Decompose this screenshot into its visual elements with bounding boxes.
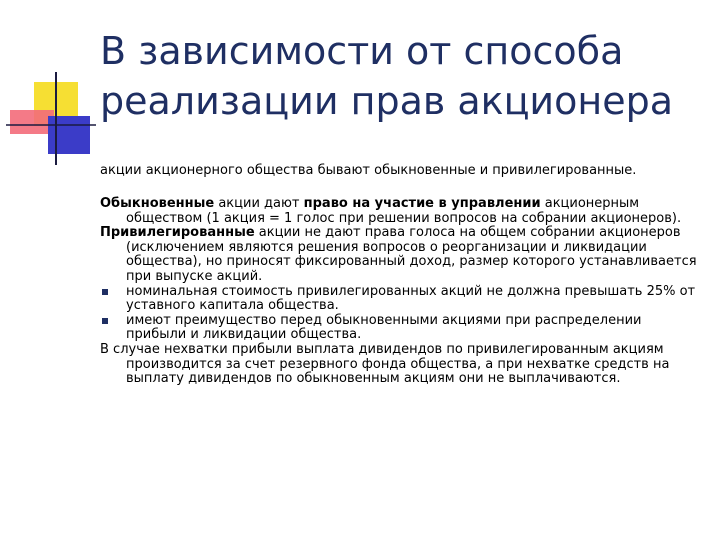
bullet-square-icon xyxy=(102,318,108,324)
decorative-squares-graphic xyxy=(0,0,110,170)
preferred-term: Привилегированные xyxy=(100,225,255,241)
bullet-square-icon xyxy=(102,289,108,295)
ordinary-shares-paragraph xyxy=(100,197,700,226)
bullet-item xyxy=(100,314,700,343)
closing-paragraph: В случае нехватки прибыли выплата дивидендов по привилегированным акциям производится за счет резервного фонда общества, а при нехватке средств на выплату дивидендов по обыкновенным акциям они не выплачиваются. xyxy=(100,341,670,387)
bullet-text: номинальная стоимость привилегированных акций не должна превышать 25% от уставного капитала общества. xyxy=(126,283,696,314)
red-square xyxy=(10,110,54,134)
ordinary-text-2: акционерным обществом (1 акция = 1 голос при решении вопросов на собрании акционеров). xyxy=(126,196,682,226)
preferred-text: акции не дают права голоса на общем собрании акционеров (исключением являются решения вопросов о реорганизации и ликвидации общества), но приносят фиксированный доход, размер которого устанавливается при выпуске акций. xyxy=(126,225,697,284)
bullet-text: имеют преимущество перед обыкновенными акциями при распределении прибыли и ликвидации общества. xyxy=(126,312,642,343)
blue-square xyxy=(48,116,90,154)
ordinary-bold-phrase: право на участие в управлении xyxy=(303,196,541,211)
title-line-1: В зависимости от способа xyxy=(100,29,624,73)
ordinary-term: Обыкновенные xyxy=(100,196,215,211)
ordinary-text-1: акции дают xyxy=(214,196,304,211)
title-line-2: реализации прав акционера xyxy=(100,79,674,123)
body-text xyxy=(100,197,700,387)
slide-title xyxy=(100,26,710,126)
preferred-shares-paragraph xyxy=(100,226,700,284)
intro-text: акции акционерного общества бывают обыкновенные и привилегированные. xyxy=(100,163,637,178)
bullet-item xyxy=(100,285,700,314)
